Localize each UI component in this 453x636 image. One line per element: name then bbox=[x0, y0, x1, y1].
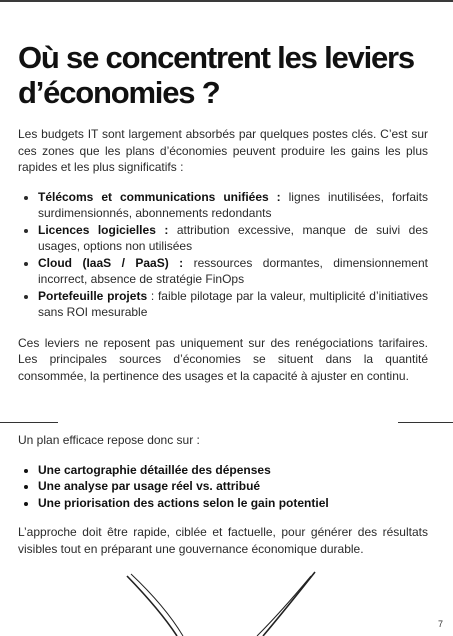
plan-intro: Un plan efficace repose donc sur : bbox=[18, 433, 200, 447]
plan-item: • Une priorisation des actions selon le gain potentiel bbox=[38, 495, 428, 512]
plan-section bbox=[18, 432, 428, 557]
list-item-label: Télécoms et communications unifiées : bbox=[38, 189, 281, 204]
intro-paragraph: Les budgets IT sont largement absorbés par quelques postes clés. C’est sur ces zones que les plans d’économies peuvent produire les gains les plus rapides et les plus significatifs : bbox=[18, 127, 428, 174]
plan-item: • Une analyse par usage réel vs. attribué bbox=[38, 478, 428, 495]
page-number: 7 bbox=[437, 619, 443, 629]
closing-paragraph: L’approche doit être rapide, ciblée et factuelle, pour générer des résultats visibles tout en préparant une gouvernance économique durable. bbox=[18, 525, 428, 556]
page-title: Où se concentrent les leviers d’économies ? bbox=[18, 40, 414, 110]
list-item-text: lignes inutilisées, forfaits surdimensionnés, abonnements redondants bbox=[38, 189, 428, 220]
divider-right bbox=[398, 422, 453, 423]
levers-list bbox=[18, 189, 428, 321]
list-item bbox=[38, 222, 428, 255]
list-item bbox=[38, 189, 428, 222]
list-item-label: Portefeuille projets bbox=[38, 288, 148, 303]
list-item-text: attribution excessive, manque de suivi des usages, options non utilisées bbox=[38, 222, 428, 253]
list-item-text: : faible pilotage par la valeur, multiplicité d’initiatives sans ROI mesurable bbox=[38, 288, 428, 319]
page-content bbox=[18, 40, 428, 384]
top-rule bbox=[0, 0, 453, 2]
list-item-label: Licences logicielles : bbox=[38, 222, 169, 237]
decorative-curve bbox=[125, 570, 325, 636]
list-item-label: Cloud (IaaS / PaaS) : bbox=[38, 255, 184, 270]
list-item bbox=[38, 255, 428, 288]
divider-left bbox=[0, 422, 58, 423]
body-paragraph: Ces leviers ne reposent pas uniquement sur des renégociations tarifaires. Les principales sources d’économies se situent dans la quantité consommée, la pertinence des usages et la capacité à ajuster en continu. bbox=[18, 335, 428, 383]
plan-item: • Une cartographie détaillée des dépenses bbox=[38, 462, 428, 479]
plan-list bbox=[18, 462, 428, 512]
list-item bbox=[38, 288, 428, 321]
list-item-text: ressources dormantes, dimensionnement incorrect, absence de stratégie FinOps bbox=[38, 255, 428, 286]
